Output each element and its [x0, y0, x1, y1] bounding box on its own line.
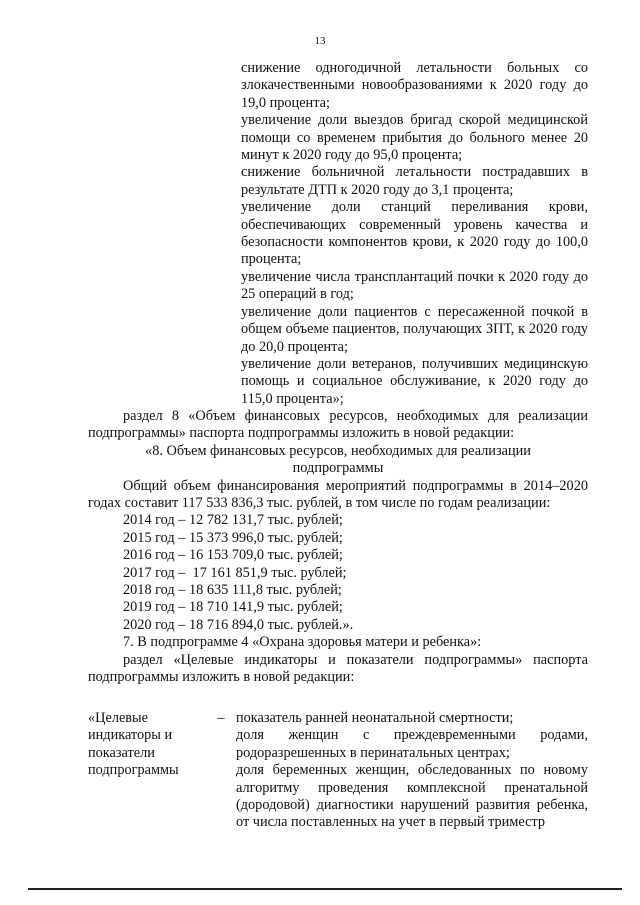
section8-heading-line1: «8. Объем финансовых ресурсов, необходимых для реализации: [145, 442, 531, 459]
section8-intro: раздел 8 «Объем финансовых ресурсов, необходимых для реализации подпрограммы» паспорта подпрограммы изложить в новой редакции:: [88, 408, 588, 442]
section8-heading-line2: подпрограммы: [292, 460, 384, 477]
target-item: увеличение доли пациентов с пересаженной почкой в общем объеме пациентов, получающих ЗПТ, к 2020 году до 20,0 процента;: [241, 303, 588, 355]
target-item: увеличение доли станций переливания крови, обеспечивающих современный уровень качества и безопасности компонентов крови, к 2020 году до 100,0 процента;: [241, 199, 588, 268]
indicators-label-line: показатели: [88, 744, 155, 761]
main-text: [88, 408, 588, 687]
indicators-label-line: индикаторы и: [88, 727, 173, 744]
indicators-intro: раздел «Целевые индикаторы и показатели подпрограммы» паспорта подпрограммы изложить в новой редакции:: [88, 651, 588, 686]
year-line: 2015 год – 15 373 996,0 тыс. рублей;: [123, 529, 343, 546]
indicators-dash: –: [217, 710, 225, 726]
year-line: 2016 год – 16 153 709,0 тыс. рублей;: [123, 547, 343, 564]
year-line: 2018 год – 18 635 111,8 тыс. рублей;: [123, 582, 342, 599]
indicators-table: [88, 710, 588, 832]
year-line: 2017 год – 17 161 851,9 тыс. рублей;: [123, 564, 347, 581]
years-list: [88, 512, 588, 634]
total-paragraph: Общий объем финансирования мероприятий подпрограммы в 2014–2020 годах составит 117 533 836,3 тыс. рублей, в том числе по годам реализации:: [88, 477, 588, 512]
target-item: снижение одногодичной летальности больных со злокачественными новообразованиями к 2020 году до 19,0 процента;: [241, 60, 588, 111]
target-item: снижение больничной летальности пострадавших в результате ДТП к 2020 году до 3,1 процента;: [241, 164, 588, 198]
indicators-items: [236, 710, 588, 832]
indicator-item: показатель ранней неонатальной смертности;: [236, 710, 514, 726]
item-7: 7. В подпрограмме 4 «Охрана здоровья матери и ребенка»:: [123, 634, 482, 651]
indicator-item: доля женщин с преждевременными родами, родоразрешенных в перинатальных центрах;: [236, 727, 588, 761]
year-line: 2014 год – 12 782 131,7 тыс. рублей;: [123, 512, 343, 529]
bottom-rule: [28, 888, 622, 890]
target-item: увеличение доли выездов бригад скорой медицинской помощи со временем прибытия до больного менее 20 минут к 2020 году до 95,0 процента;: [241, 112, 588, 164]
indicators-label-line: «Целевые: [88, 710, 149, 726]
target-item: увеличение числа трансплантаций почки к 2020 году до 25 операций в год;: [241, 268, 588, 303]
year-line: 2020 год – 18 716 894,0 тыс. рублей.».: [123, 616, 354, 633]
targets-list: [241, 60, 588, 408]
page-number: 13: [314, 35, 326, 47]
indicators-label: [88, 710, 206, 832]
indicators-label-line: подпрограммы: [88, 762, 179, 779]
target-item: увеличение доли ветеранов, получивших медицинскую помощь и социальное обслуживание, к 2020 году до 115,0 процента»;: [241, 355, 588, 407]
indicator-item: доля беременных женщин, обследованных по новому алгоритму проведения комплексной пренатальной (дородовой) диагностики нарушений развития ребенка, от числа поставленных на учет в первый триместр: [236, 762, 588, 831]
year-line: 2019 год – 18 710 141,9 тыс. рублей;: [123, 599, 343, 616]
